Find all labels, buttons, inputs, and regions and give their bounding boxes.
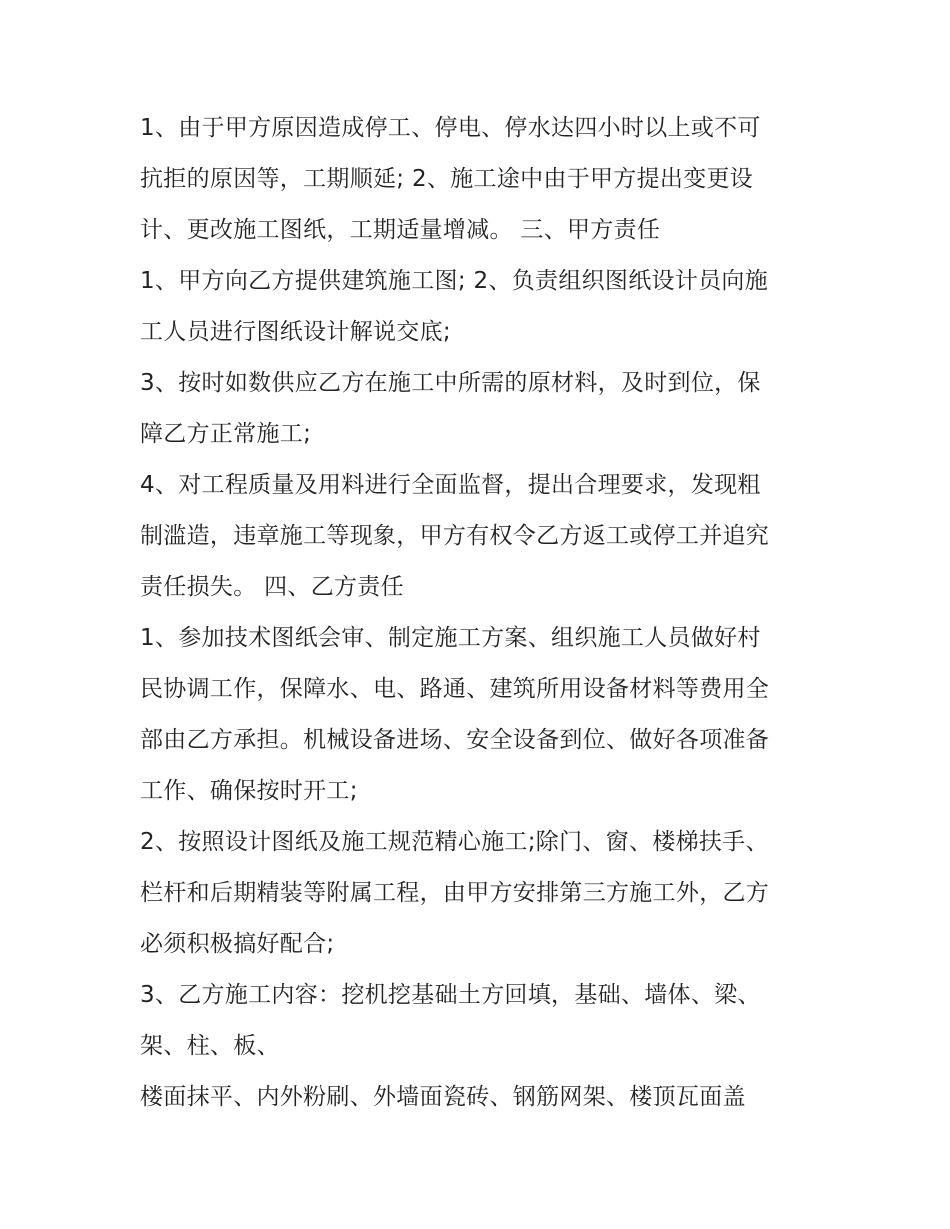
text-line: 民协调工作，保障水、电、路通、建筑所用设备材料等费用全 (140, 676, 770, 702)
text-line: 4、对工程质量及用料进行全面监督，提出合理要求，发现粗 (140, 472, 761, 498)
text-line: 障乙方正常施工; (140, 421, 312, 447)
text-line: 2、按照设计图纸及施工规范精心施工;除门、窗、楼梯扶手、 (140, 829, 769, 855)
text-line: 计、更改施工图纸，工期适量增减。 三、甲方责任 (140, 217, 661, 243)
text-line: 1、甲方向乙方提供建筑施工图; 2、负责组织图纸设计员向施 (140, 268, 769, 294)
text-line: 工人员进行图纸设计解说交底; (140, 319, 451, 345)
text-line: 3、乙方施工内容：挖机挖基础土方回填，基础、墙体、梁、 (140, 982, 761, 1008)
document-body (140, 103, 830, 1123)
text-line: 部由乙方承担。机械设备进场、安全设备到位、做好各项准备 (140, 727, 770, 753)
text-line: 工作、确保按时开工; (140, 778, 358, 804)
text-line: 抗拒的原因等，工期顺延; 2、施工途中由于甲方提出变更设 (140, 166, 754, 192)
text-line: 制滥造，违章施工等现象，甲方有权令乙方返工或停工并追究 (140, 523, 770, 549)
text-line: 楼面抹平、内外粉刷、外墙面瓷砖、钢筋网架、楼顶瓦面盖 (140, 1084, 746, 1110)
text-line: 栏杆和后期精装等附属工程，由甲方安排第三方施工外，乙方 (140, 880, 770, 906)
text-line: 必须积极搞好配合; (140, 931, 335, 957)
text-line: 1、由于甲方原因造成停工、停电、停水达四小时以上或不可 (140, 115, 761, 141)
text-line: 3、按时如数供应乙方在施工中所需的原材料，及时到位，保 (140, 370, 761, 396)
text-line: 1、参加技术图纸会审、制定施工方案、组织施工人员做好村 (140, 625, 761, 651)
text-line: 责任损失。 四、乙方责任 (140, 574, 404, 600)
text-line: 架、柱、板、 (140, 1033, 280, 1059)
